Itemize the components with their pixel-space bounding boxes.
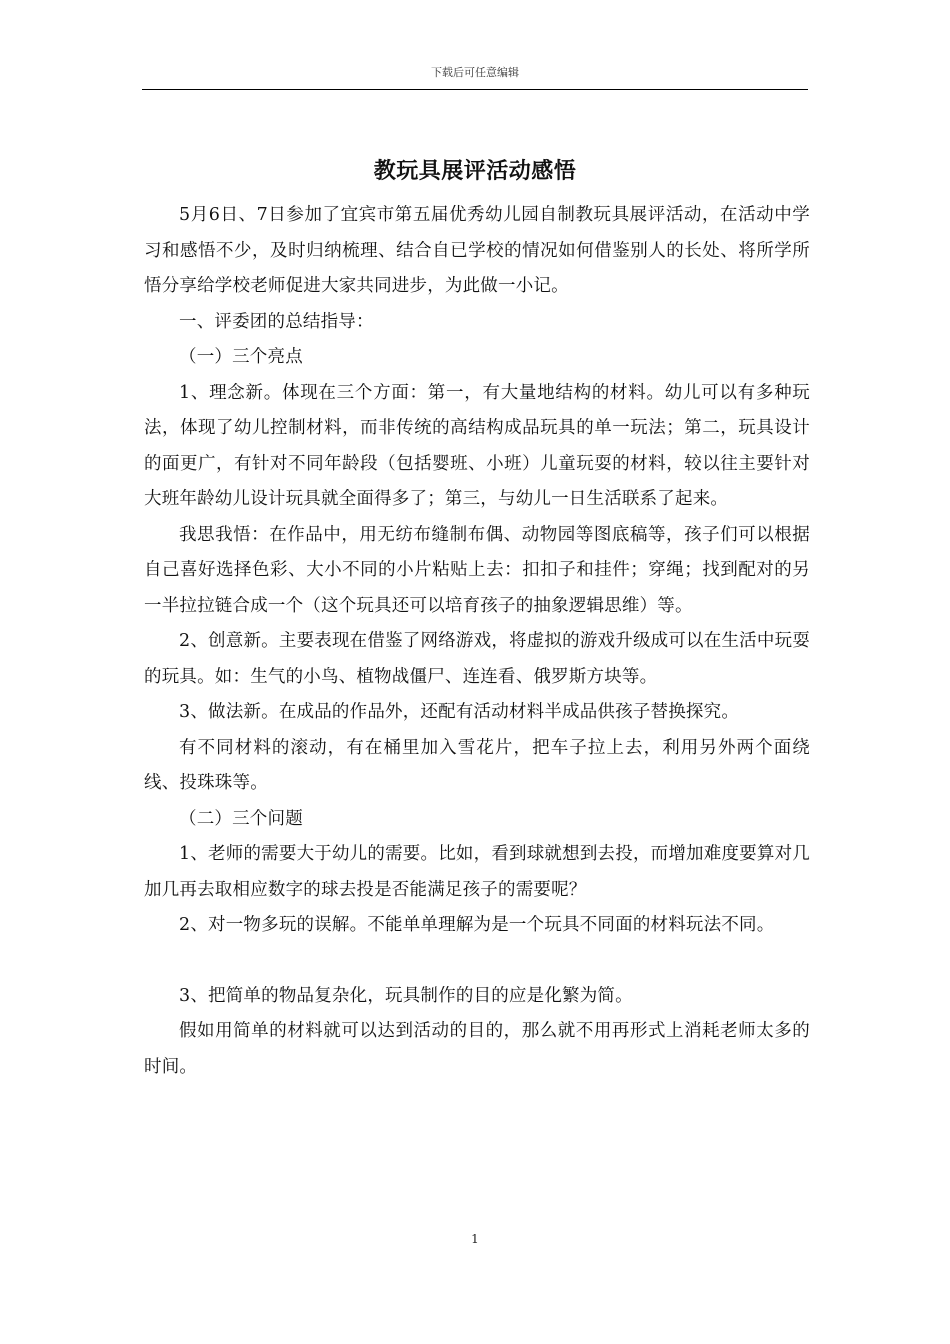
paragraph-highlight-concept: 1、理念新。体现在三个方面：第一，有大量地结构的材料。幼儿可以有多种玩法，体现了幼儿控制材料，而非传统的高结构成品玩具的单一玩法；第二，玩具设计的面更广，有针对不同年龄段（包括婴班、小班）儿童玩耍的材料，较以往主要针对大班年龄幼儿设计玩具就全面得多了；第三，与幼儿一日生活联系了起来。 — [144, 382, 810, 509]
subsection-heading-highlights: （一）三个亮点 — [179, 347, 303, 367]
paragraph-problem-complexity: 3、把简单的物品复杂化，玩具制作的目的应是化繁为简。 — [179, 985, 633, 1006]
paragraph-highlight-method: 3、做法新。在成品的作品外，还配有活动材料半成品供孩子替换探究。 — [179, 702, 740, 722]
paragraph-intro: 5月6日、7日参加了宜宾市第五届优秀幼儿园自制教玩具展评活动，在活动中学习和感悟不少，及时归纳梳理、结合自已学校的情况如何借鉴别人的长处、将所学所悟分享给学校老师促进大家共同进步，为此做一小记。 — [144, 205, 810, 296]
section-heading-judges-summary: 一、评委团的总结指导： — [179, 311, 374, 332]
paragraph-closing: 假如用简单的材料就可以达到活动的目的，那么就不用再形式上消耗老师太多的时间。 — [144, 1021, 810, 1077]
paragraph-problem-teacher-needs: 1、老师的需要大于幼儿的需要。比如，看到球就想到去投，而增加难度要算对几加几再去取相应数字的球去投是否能满足孩子的需要呢？ — [144, 844, 810, 900]
header-divider — [142, 89, 808, 90]
subsection-heading-problems: （二）三个问题 — [179, 808, 303, 829]
page-header-note: 下载后可任意编辑 — [431, 66, 519, 79]
paragraph-method-detail: 有不同材料的滚动，有在桶里加入雪花片，把车子拉上去，利用另外两个面绕线、投珠珠等。 — [144, 737, 810, 793]
paragraph-highlight-creativity: 2、创意新。主要表现在借鉴了网络游戏，将虚拟的游戏升级成可以在生活中玩耍的玩具。如：生气的小鸟、植物战僵尸、连连看、俄罗斯方块等。 — [144, 631, 810, 687]
page-title: 教玩具展评活动感悟 — [373, 159, 577, 184]
paragraph-reflection: 我思我悟：在作品中，用无纺布缝制布偶、动物园等图底稿等，孩子们可以根据自己喜好选择色彩、大小不同的小片粘贴上去：扣扣子和挂件；穿绳；找到配对的另一半拉拉链合成一个（这个玩具还可以培育孩子的抽象逻辑思维）等。 — [144, 524, 810, 616]
page-number: 1 — [471, 1232, 479, 1246]
paragraph-problem-misunderstanding: 2、对一物多玩的误解。不能单单理解为是一个玩具不同面的材料玩法不同。 — [179, 915, 775, 935]
document-body — [144, 198, 810, 1085]
